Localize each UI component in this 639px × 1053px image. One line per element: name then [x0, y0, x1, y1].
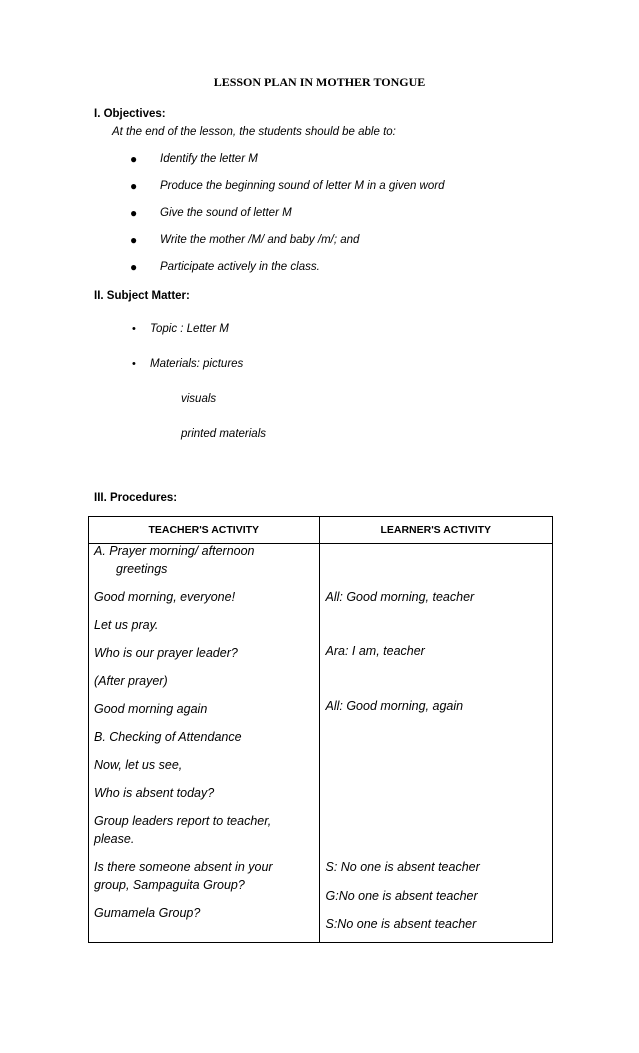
- objective-item: Produce the beginning sound of letter M in a given word: [160, 180, 445, 192]
- teacher-line: Who is our prayer leader?: [94, 646, 238, 660]
- document-title: LESSON PLAN IN MOTHER TONGUE: [213, 75, 426, 89]
- learner-activity-header: LEARNER'S ACTIVITY: [319, 517, 553, 544]
- learner-line: S: No one is absent teacher: [325, 860, 480, 874]
- teacher-line: Good morning again: [94, 702, 208, 716]
- teacher-line: please.: [94, 832, 135, 846]
- learner-line: All: Good morning, teacher: [325, 590, 475, 604]
- bullet-icon: ●: [130, 260, 138, 274]
- learner-activity-cell: [319, 544, 553, 943]
- bullet-icon: •: [132, 323, 136, 335]
- learner-line: Ara: I am, teacher: [325, 644, 425, 658]
- teacher-line: Now, let us see,: [94, 758, 183, 772]
- teacher-line: group, Sampaguita Group?: [94, 878, 245, 892]
- materials-item: printed materials: [181, 428, 267, 440]
- teacher-line: Good morning, everyone!: [94, 590, 236, 604]
- bullet-icon: ●: [130, 152, 138, 166]
- procedures-heading: III. Procedures:: [94, 492, 178, 504]
- materials-item: visuals: [181, 393, 217, 405]
- topic-line: Topic : Letter M: [150, 323, 229, 335]
- bullet-icon: ●: [130, 233, 138, 247]
- teacher-line: Let us pray.: [94, 618, 159, 632]
- teacher-line: A. Prayer morning/ afternoon: [94, 544, 255, 558]
- bullet-icon: •: [132, 358, 136, 370]
- table-row: [89, 544, 553, 943]
- table-header-row: [89, 517, 553, 544]
- bullet-icon: ●: [130, 179, 138, 193]
- teacher-line: Gumamela Group?: [94, 906, 201, 920]
- teacher-line: Who is absent today?: [94, 786, 215, 800]
- objectives-intro: At the end of the lesson, the students should be able to:: [112, 126, 396, 138]
- procedures-table: [88, 516, 553, 943]
- objective-item: Participate actively in the class.: [160, 261, 320, 273]
- bullet-icon: ●: [130, 206, 138, 220]
- learner-line: S:No one is absent teacher: [325, 917, 477, 931]
- teacher-line: greetings: [116, 562, 168, 576]
- teacher-line: Group leaders report to teacher,: [94, 814, 272, 828]
- teacher-line: Is there someone absent in your: [94, 860, 273, 874]
- teacher-line: B. Checking of Attendance: [94, 730, 242, 744]
- materials-line: Materials: pictures: [150, 358, 244, 370]
- learner-line: G:No one is absent teacher: [325, 889, 478, 903]
- objective-item: Give the sound of letter M: [160, 207, 292, 219]
- learner-line: All: Good morning, again: [325, 699, 464, 713]
- teacher-activity-header: TEACHER'S ACTIVITY: [89, 517, 320, 544]
- objectives-heading: I. Objectives:: [94, 108, 166, 120]
- objective-item: Identify the letter M: [160, 153, 258, 165]
- objective-item: Write the mother /M/ and baby /m/; and: [160, 234, 360, 246]
- teacher-line: (After prayer): [94, 674, 168, 688]
- subject-matter-heading: II. Subject Matter:: [94, 290, 190, 302]
- teacher-activity-cell: [89, 544, 320, 943]
